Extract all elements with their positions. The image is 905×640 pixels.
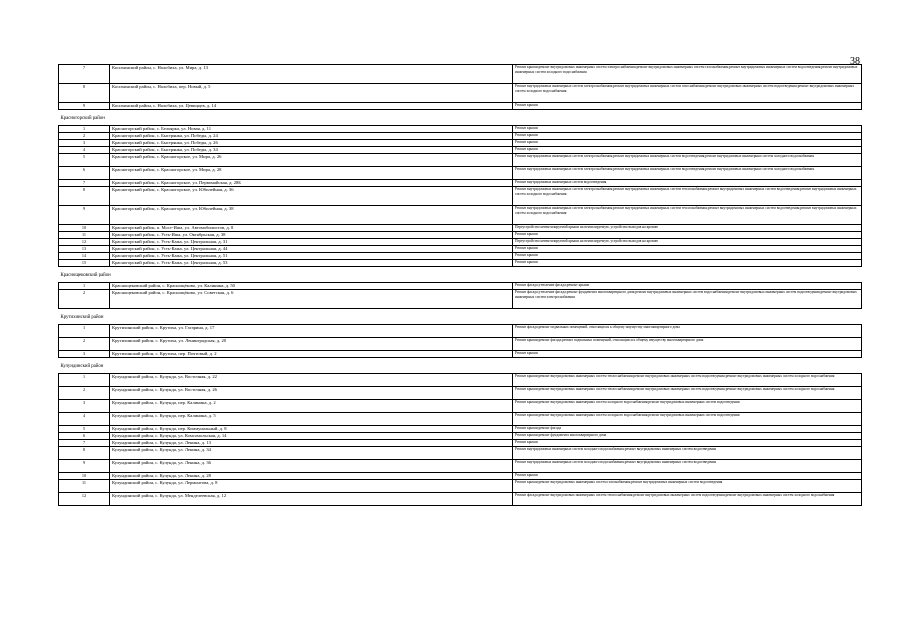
row-number: 3 <box>59 140 110 147</box>
row-address: Красногорский район, с. Усть-Кажа, ул. Центральная, д. 51 <box>110 253 513 260</box>
row-address: Крутихинский район, с. Крутиха, ул. Гагарина, д. 17 <box>110 325 513 338</box>
row-number: 7 <box>59 440 110 447</box>
row-work-types: Переустройство невентилируемой крыши на вентилируемую, устройство выходов на кровлю <box>513 225 862 232</box>
row-address: Крутихинский район, с. Крутиха, ул. Ленинградская, д. 20 <box>110 338 513 351</box>
row-address: Кулундинский район, с. Кулунда, пер. Коммунальный, д. 8 <box>110 426 513 433</box>
program-table <box>58 64 862 506</box>
row-work-types: Ремонт крыши <box>513 147 862 154</box>
district-heading <box>59 267 862 283</box>
row-number: 6 <box>59 433 110 440</box>
row-address: Кулундинский район, с. Кулунда, ул. Ленина, д. 36 <box>110 460 513 473</box>
row-number: 11 <box>59 232 110 239</box>
table-row <box>59 440 862 447</box>
row-address: Красногорский район, с. Усть-Кажа, ул. Центральная, д. 44 <box>110 246 513 253</box>
table-row <box>59 351 862 358</box>
row-work-types: Ремонт внутридомовых инженерных систем электроснабжения;ремонт внутридомовых инженерных систем водоотведения;ремонт внутридомовых инженерных систем холодного водоснабжения <box>513 167 862 180</box>
row-address: Кулундинский район, с. Кулунда, ул. Восточная, д. 22 <box>110 374 513 387</box>
row-address: Красногорский район, с. Быстрянка, ул. Победы, д. 34 <box>110 147 513 154</box>
row-address: Кулундинский район, с. Кулунда, ул. Ленина, д. 34 <box>110 447 513 460</box>
row-address: Кулундинский район, с. Кулунда, ул. Лермонтова, д. 8 <box>110 480 513 493</box>
row-number: 3 <box>59 400 110 413</box>
page-number: 38 <box>850 56 860 67</box>
row-number: 13 <box>59 246 110 253</box>
row-address: Кулундинский район, с. Кулунда, ул. Комсомольская, д. 14 <box>110 433 513 440</box>
table-row <box>59 433 862 440</box>
table-row <box>59 126 862 133</box>
table-row <box>59 283 862 290</box>
row-number: 14 <box>59 253 110 260</box>
table-row <box>59 426 862 433</box>
table-row <box>59 239 862 246</box>
row-number: 4 <box>59 147 110 154</box>
row-work-types: Ремонт крыши <box>513 253 862 260</box>
table-row <box>59 65 862 84</box>
row-work-types: Ремонт крыши;ремонт внутридомовых инженерных систем теплоснабжения;ремонт внутридомовых инженерных систем водоотведения;ремонт внутридомовых инженерных систем холодного водоснабжения <box>513 387 862 400</box>
row-number: 8 <box>59 187 110 206</box>
row-address: Красногорский район, с. Быстрянка, ул. Победы, д. 24 <box>110 133 513 140</box>
row-number: 9 <box>59 103 110 110</box>
row-work-types: Ремонт крыши <box>513 140 862 147</box>
table-row <box>59 103 862 110</box>
row-work-types: Ремонт крыши <box>513 133 862 140</box>
row-number: 1 <box>59 374 110 387</box>
row-address: Красногорский район, п. Мост-Иша, ул. Автомобилистов, д. 8 <box>110 225 513 232</box>
row-work-types: Ремонт крыши;ремонт внутридомовых инженерных систем электроснабжения;ремонт внутридомовых инженерных систем газоснабжения;ремонт внутридомовых инженерных систем водоотведения;ремонт внутридомовых инженерных систем холодного водоснабжения <box>513 65 862 84</box>
row-address: Красногорский район, с. Красногорское, ул. Юбилейная, д. 38 <box>110 206 513 225</box>
table-row <box>59 460 862 473</box>
table-row <box>59 147 862 154</box>
row-number: 10 <box>59 225 110 232</box>
row-work-types: Ремонт крыши <box>513 246 862 253</box>
row-address: Кулундинский район, с. Кулунда, ул. Менделеевская, д. 12 <box>110 493 513 506</box>
table-row <box>59 325 862 338</box>
district-heading <box>59 110 862 126</box>
table-row <box>59 480 862 493</box>
row-number: 4 <box>59 413 110 426</box>
table-row <box>59 473 862 480</box>
table-row <box>59 187 862 206</box>
row-work-types: Ремонт фасада;ремонт подвальных помещений, относящихся к общему имуществу многоквартирного дома <box>513 325 862 338</box>
row-work-types: Ремонт фасада;ремонт внутридомовых инженерных систем теплоснабжения;ремонт внутридомовых инженерных систем водоотведения;ремонт внутридомовых инженерных систем холодного водоснабжения <box>513 493 862 506</box>
row-number: 9 <box>59 460 110 473</box>
row-address: Краснощековский район, с. Краснощёково, ул. Калинина, д. 50 <box>110 283 513 290</box>
table-row <box>59 447 862 460</box>
row-work-types: Ремонт внутридомовых инженерных систем холодного водоснабжения;ремонт внутридомовых инженерных систем водоотведения <box>513 460 862 473</box>
row-address: Кулундинский район, с. Кулунда, пер. Калинина, д. 2 <box>110 400 513 413</box>
row-work-types: Ремонт фасада;утепление фасада;ремонт фундамента многоквартирного дома;ремонт внутридомовых инженерных систем водоснабжения;ремонт внутридомовых инженерных систем водоотведения;ремонт внутридомовых инженерных систем электроснабжения <box>513 290 862 309</box>
row-number: 7 <box>59 180 110 187</box>
row-work-types: Ремонт крыши;ремонт фундамента многоквартирного дома <box>513 433 862 440</box>
row-number: 11 <box>59 480 110 493</box>
row-number: 1 <box>59 325 110 338</box>
district-name: Красногорский район <box>60 116 105 121</box>
row-number: 2 <box>59 290 110 309</box>
row-address: Кулундинский район, с. Кулунда, пер. Калинина, д. 5 <box>110 413 513 426</box>
row-number: 6 <box>59 167 110 180</box>
row-work-types: Ремонт крыши;ремонт внутридомовых инженерных систем холодного водоснабжения;ремонт внутридомовых инженерных систем водоотведения <box>513 413 862 426</box>
district-heading <box>59 309 862 325</box>
row-work-types: Ремонт внутридомовых инженерных систем электроснабжения;ремонт внутридомовых инженерных систем водоотведения;ремонт внутридомовых инженерных систем холодного водоснабжения <box>513 154 862 167</box>
row-number: 1 <box>59 126 110 133</box>
row-address: Косихинский район, с. Налобиха, ул. Мира, д. 13 <box>110 65 513 84</box>
table-row <box>59 167 862 180</box>
row-number: 1 <box>59 283 110 290</box>
row-work-types: Переустройство невентилируемой крыши на вентилируемую, устройство выходов на кровлю <box>513 239 862 246</box>
row-number: 8 <box>59 447 110 460</box>
row-number: 2 <box>59 387 110 400</box>
row-address: Красногорский район, с. Красногорское, ул. Первомайская, д. 28Б <box>110 180 513 187</box>
table-row <box>59 338 862 351</box>
row-address: Красногорский район, с. Быстрянка, ул. Победы, д. 26 <box>110 140 513 147</box>
row-address: Красногорский район, с. Красногорское, ул. Мира, д. 26 <box>110 154 513 167</box>
row-number: 15 <box>59 260 110 267</box>
row-address: Красногорский район, с. Усть-Кажа, ул. Центральная, д. 53 <box>110 260 513 267</box>
table-row <box>59 253 862 260</box>
row-number: 3 <box>59 351 110 358</box>
row-work-types: Ремонт крыши <box>513 473 862 480</box>
row-work-types: Ремонт крыши;ремонт внутридомовых инженерных систем холодного водоснабжения;ремонт внутридомовых инженерных систем водоотведения <box>513 400 862 413</box>
row-address: Красногорский район, с. Усть-Иша, ул. Октябрьская, д. 38 <box>110 232 513 239</box>
table-row <box>59 246 862 253</box>
row-work-types: Ремонт крыши;ремонт внутридомовых инженерных систем теплоснабжения;ремонт внутридомовых инженерных систем водоотведения;ремонт внутридомовых инженерных систем холодного водоснабжения <box>513 374 862 387</box>
table-row <box>59 232 862 239</box>
district-name: Крутихинский район <box>60 315 104 320</box>
row-address: Косихинский район, с. Налобиха, пер. Новый, д. 5 <box>110 84 513 103</box>
row-work-types: Ремонт крыши;ремонт внутридомовых инженерных систем газоснабжения;ремонт внутридомовых инженерных систем водоотведения <box>513 480 862 493</box>
district-heading <box>59 358 862 374</box>
row-address: Красногорский район, с. Усть-Кажа, ул. Центральная, д. 31 <box>110 239 513 246</box>
row-address: Красногорский район, с. Красногорское, ул. Юбилейная, д. 36 <box>110 187 513 206</box>
row-work-types: Ремонт крыши;ремонт фасада;ремонт подвальных помещений, относящихся к общему имуществу многоквартирного дома <box>513 338 862 351</box>
row-work-types: Ремонт фасада;утепление фасада;ремонт крыши <box>513 283 862 290</box>
row-work-types: Ремонт крыши <box>513 351 862 358</box>
row-work-types: Ремонт внутридомовых инженерных систем электроснабжения;ремонт внутридомовых инженерных систем газоснабжения;ремонт внутридомовых инженерных систем водоотведения;ремонт внутридомовых инженерных систем холодного водоснабжения <box>513 84 862 103</box>
table-row <box>59 140 862 147</box>
district-name: Кулундинский район <box>60 364 104 369</box>
row-number: 7 <box>59 65 110 84</box>
row-number: 12 <box>59 239 110 246</box>
row-work-types: Ремонт внутридомовых инженерных систем электроснабжения;ремонт внутридомовых инженерных систем теплоснабжения;ремонт внутридомовых инженерных систем водоотведения;ремонт внутридомовых инженерных систем холодного водоснабжения <box>513 206 862 225</box>
row-number: 12 <box>59 493 110 506</box>
row-address: Краснощековский район, с. Краснощёково, ул. Советская, д. 6 <box>110 290 513 309</box>
row-number: 9 <box>59 206 110 225</box>
row-work-types: Ремонт крыши <box>513 103 862 110</box>
row-address: Красногорский район, с. Белоярка, ул. Новая, д. 11 <box>110 126 513 133</box>
row-work-types: Ремонт крыши <box>513 440 862 447</box>
row-address: Кулундинский район, с. Кулунда, ул. Ленина, д. 28 <box>110 473 513 480</box>
district-name: Краснощековский район <box>60 273 111 278</box>
table-row <box>59 387 862 400</box>
row-number: 5 <box>59 154 110 167</box>
row-address: Кулундинский район, с. Кулунда, ул. Восточная, д. 26 <box>110 387 513 400</box>
row-address: Кулундинский район, с. Кулунда, ул. Ленина, д. 13 <box>110 440 513 447</box>
row-number: 5 <box>59 426 110 433</box>
row-number: 2 <box>59 338 110 351</box>
row-work-types: Ремонт внутридомовых инженерных систем водоотведения <box>513 180 862 187</box>
table-row <box>59 260 862 267</box>
table-row <box>59 84 862 103</box>
table-row <box>59 493 862 506</box>
table-row <box>59 206 862 225</box>
row-number: 2 <box>59 133 110 140</box>
row-work-types: Ремонт крыши <box>513 260 862 267</box>
row-work-types: Ремонт внутридомовых инженерных систем холодного водоснабжения;ремонт внутридомовых инженерных систем водоотведения <box>513 447 862 460</box>
table-row <box>59 225 862 232</box>
row-address: Красногорский район, с. Красногорское, ул. Мира, д. 28 <box>110 167 513 180</box>
table-row <box>59 413 862 426</box>
row-number: 8 <box>59 84 110 103</box>
row-work-types: Ремонт крыши <box>513 232 862 239</box>
table-row <box>59 374 862 387</box>
row-address: Крутихинский район, с. Крутиха, пер. Почтовый, д. 2 <box>110 351 513 358</box>
table-row <box>59 154 862 167</box>
row-work-types: Ремонт внутридомовых инженерных систем электроснабжения;ремонт внутридомовых инженерных систем теплоснабжения;ремонт внутридомовых инженерных систем водоотведения;ремонт внутридомовых инженерных систем холодного водоснабжения <box>513 187 862 206</box>
row-work-types: Ремонт крыши <box>513 126 862 133</box>
row-number: 10 <box>59 473 110 480</box>
table-row <box>59 180 862 187</box>
table-row <box>59 290 862 309</box>
row-address: Косихинский район, с. Налобиха, ул. Цевиццев, д. 14 <box>110 103 513 110</box>
repair-program-table <box>58 64 856 506</box>
table-row <box>59 400 862 413</box>
table-row <box>59 133 862 140</box>
row-work-types: Ремонт крыши;ремонт фасада <box>513 426 862 433</box>
